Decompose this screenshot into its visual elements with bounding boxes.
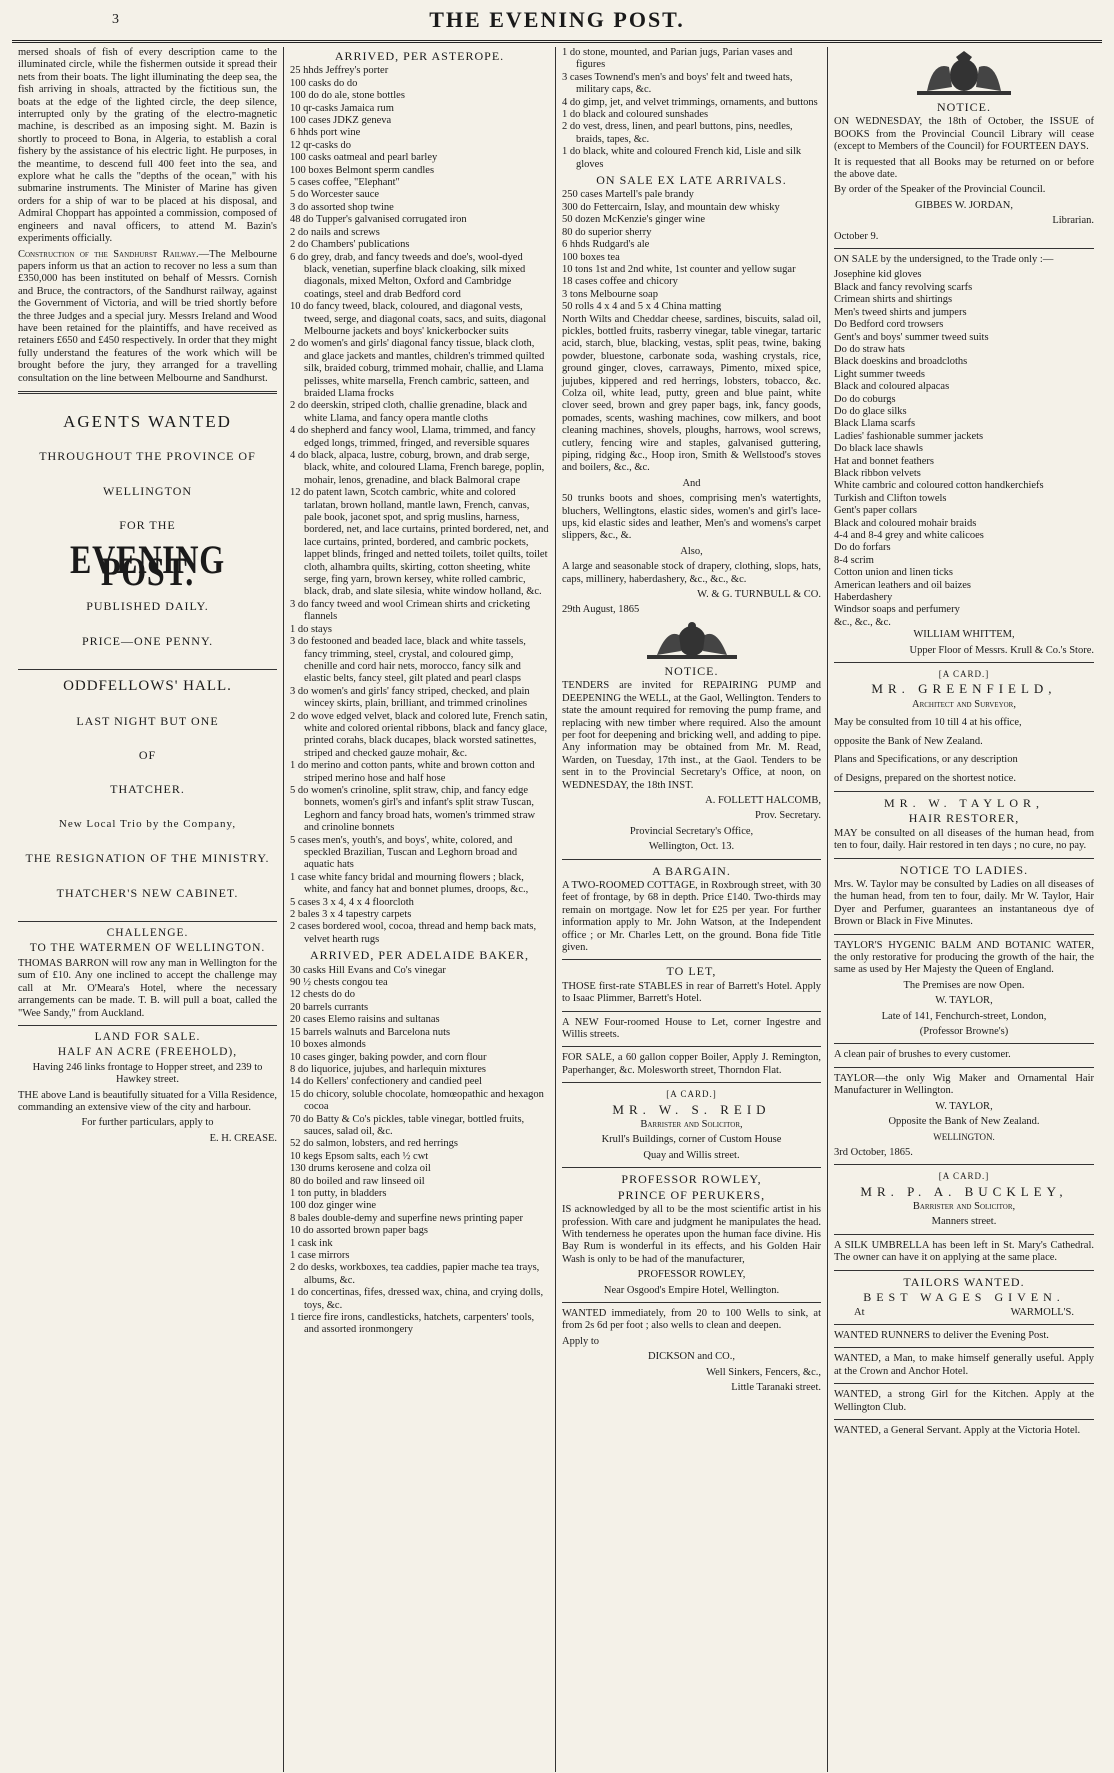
- onsale-list-item: Gent's and boys' summer tweed suits: [834, 331, 989, 343]
- columns: [12, 47, 1102, 1772]
- page-mark: 3: [112, 12, 119, 27]
- sale-list-item: 3 tons Melbourne soap: [562, 288, 658, 300]
- balm-body: TAYLOR'S HYGENIC BALM AND BOTANIC WATER, the only restorative for producing the growth of the hair, the same as used by Her Majesty the Queen of England.: [834, 939, 1094, 976]
- goods-list-item: 12 do patent lawn, Scotch cambric, white and colored tarlatan, brown holland, mantle lawn, French, canvas, pale book, jaconet spot, and sprig muslins, harness, bordered, net, and lace curtains, printed bordered, net, and lace curtains, printed, bordered, and cambric pockets, lappet blinds, fringed and netted toilets, toilet quilts, toilet cloth, alhambra quilts, skirting, cotton sheeting, white serge, fing yarn, brown kersey, white rolled cambric, black, drab, and slate silesia, white window holland, &c.: [290, 487, 549, 598]
- goods-list-item: 5 do women's crinoline, split straw, chip, and fancy edge bonnets, women's girl's and infant's split straw Tuscan, Leghorn and fancy broad hats, women's trimmed straw and crinoline bonnets: [290, 784, 536, 834]
- onsale-list-item: Do black lace shawls: [834, 443, 923, 455]
- column-4: [828, 47, 1100, 1772]
- turnbull-date: 29th August, 1865: [562, 604, 640, 616]
- land-body: THE above Land is beautifully situated for a Villa Residence, commanding an extensive view of the city and harbour.: [18, 1089, 277, 1113]
- divider: [18, 921, 277, 922]
- reid-name: MR. W. S. REID: [612, 1101, 771, 1117]
- onsale-list-item: 8-4 scrim: [834, 554, 874, 566]
- greenfield-profession: Architect and Surveyor,: [912, 698, 1016, 710]
- goods-list-item: 15 barrels walnuts and Barcelona nuts: [290, 1026, 451, 1038]
- tailors-location: [834, 1307, 1094, 1319]
- goods-list-item: 2 do desks, workboxes, tea caddies, papier mache tea trays, albums, &c.: [290, 1262, 540, 1286]
- stock: A large and seasonable stock of drapery, clothing, slops, hats, caps, millinery, haberdashery, &c., &c., &c.: [562, 561, 821, 585]
- goods-list-item: 10 boxes almonds: [290, 1039, 366, 1051]
- asterope-heading: ARRIVED, PER ASTEROPE.: [334, 49, 505, 63]
- tailors-where: WARMOLL'S.: [1010, 1306, 1074, 1318]
- library-body: ON WEDNESDAY, the 18th of October, the ISSUE of BOOKS from the Provincial Council Library will cease (except to Members of the Council) for FOURTEEN DAYS.: [834, 116, 1094, 153]
- rowley-address: Near Osgood's Empire Hotel, Wellington.: [603, 1284, 780, 1296]
- also-text: Also,: [680, 545, 703, 557]
- tenders-body: TENDERS are invited for REPAIRING PUMP and DEEPENING the WELL, at the Gaol, Wellington. Tenders to state the amount required for removing the pump frame, and replacing with new timber where required. Also the amount per foot for deepening and bricking well, and adding to pipe. Any information may be obtained from Mr. M. Read, Warden, on Tuesday, 17th inst., at the Gaol. Tenders to be sent in to the Provincial Secretary's Office, at noon, on WEDNESDAY, the 18th INST.: [562, 680, 821, 791]
- card-label: [A CARD.]: [938, 669, 990, 680]
- asterope-list: [290, 65, 549, 946]
- sale-list-item: 250 cases Martell's pale brandy: [562, 189, 694, 201]
- whittem-address: Upper Floor of Messrs. Krull & Co.'s Store.: [909, 644, 1094, 656]
- library-date: October 9.: [834, 230, 879, 242]
- onsale-list-item: Hat and bonnet feathers: [834, 455, 935, 467]
- goods-list-item: 48 do Tupper's galvanised corrugated iron: [290, 214, 467, 226]
- buckley-address: Manners street.: [931, 1216, 997, 1228]
- goods-list-item: 6 do grey, drab, and fancy tweeds and doe's, wool-dyed black, venetian, superfine black cloaking, silk mixed diagonals, mixed Melton, Oxford and Cambridge coatings, steel and drab Bedford cord: [290, 251, 526, 300]
- goods-list-item: 2 do Chambers' publications: [290, 239, 410, 251]
- divider: [834, 1347, 1094, 1348]
- onsale-list-item: Cotton union and linen ticks: [834, 567, 953, 579]
- divider: [834, 1383, 1094, 1384]
- divider: [18, 1025, 277, 1026]
- onsale-list-item: Haberdashery: [834, 592, 893, 604]
- onsale-list-item: Turkish and Clifton towels: [834, 492, 947, 504]
- taylor-city: WELLINGTON.: [933, 1132, 995, 1143]
- royal-crest-icon: [909, 51, 1019, 97]
- taylor-date: 3rd October, 1865.: [834, 1146, 913, 1158]
- goods-list-item: 1 cask ink: [290, 1237, 333, 1249]
- tenders-date: Wellington, Oct. 13.: [648, 841, 735, 853]
- divider: [834, 791, 1094, 792]
- adelaide-baker-heading: ARRIVED, PER ADELAIDE BAKER,: [310, 948, 529, 963]
- goods-list-item: 4 do shepherd and fancy wool, Llama, trimmed, and fancy edged longs, trimmed, fringed, and reversible squares: [290, 425, 536, 449]
- article-bazin: mersed shoals of fish of every description came to the illuminated circle, while the fishermen outside it spread their nets from their boats. The light illuminating the deep sea, the fish arriving in shoals, attracted by the fictitious sun, the boats at the edge of the lighted circle, the deep silence, interrupted only by the grating of the electro-magnetic machine, is described as an imposing sight. M. Bazin is shortly to proceed to Bona, in Algeria, to establish a coral fishery by the assistance of his electric light. He purposes, in the meantime, to descend full 400 feet into the sea, and explore what he calls the "depths of the ocean," with his submarine instruments. The Minister of Marine has given orders for a ship of war to be placed at his disposal, and Admiral Choppart has appointed a commission, composed of engineers and naval officers, to attend M. Bazin's experiments officially.: [18, 47, 277, 245]
- whittem-signature: WILLIAM WHITTEM,: [913, 629, 1015, 641]
- goods-list-item: 1 do merino and cotton pants, white and brown cotton and striped merino hose and half hose: [290, 760, 535, 784]
- goods-list-item: 6 hhds port wine: [290, 127, 361, 139]
- reid-profession: Barrister and Solicitor,: [640, 1119, 743, 1131]
- article-sandhurst-head: Construction of the Sandhurst Railway.: [18, 248, 199, 260]
- goods-list-item: 20 cases Elemo raisins and sultanas: [290, 1014, 440, 1026]
- card-label-2: [A CARD.]: [938, 1171, 990, 1182]
- onsale-list-item: Josephine kid gloves: [834, 269, 922, 281]
- goods-list-item: 10 cases ginger, baking powder, and corn flour: [290, 1051, 487, 1063]
- brushes-note: A clean pair of brushes to every customer.: [834, 1049, 1011, 1061]
- agents-line-6: PUBLISHED DAILY.: [86, 599, 209, 614]
- land-sub: HALF AN ACRE (FREEHOLD),: [57, 1046, 238, 1059]
- challenge-ad: [18, 927, 277, 1020]
- article-sandhurst: [18, 249, 277, 385]
- rowley-subtitle: PRINCE OF PERUKERS,: [617, 1187, 766, 1202]
- wanted-man: WANTED, a Man, to make himself generally useful. Apply at the Crown and Anchor Hotel.: [834, 1353, 1094, 1377]
- notice-title: NOTICE.: [664, 663, 719, 678]
- new-house-ad: A NEW Four-roomed House to Let, corner Ingestre and Willis streets.: [562, 1016, 821, 1041]
- wanted-wells-signature-2: Well Sinkers, Fencers, &c.,: [706, 1366, 821, 1378]
- goods-list-item: 3 do assorted shop twine: [290, 201, 394, 213]
- divider: [834, 1324, 1094, 1325]
- oddfellows-l5: THE RESIGNATION OF THE MINISTRY.: [25, 851, 270, 866]
- goods-list-item: 5 cases 3 x 4, 4 x 4 floorcloth: [290, 896, 414, 908]
- ladies-body: Mrs. W. Taylor may be consulted by Ladies on all diseases of the human head, from ten to four, daily. Mr W. Taylor, Hair Dyer and Perfumer, guarantees an instantaneous dye of Brown or Black in Five Minutes.: [834, 878, 1094, 928]
- land-frontage: Having 246 links frontage to Hopper street, and 239 to Hawkey street.: [32, 1061, 263, 1086]
- onsale-list-item: Black doeskins and broadcloths: [834, 356, 968, 368]
- challenge-title: CHALLENGE.: [106, 927, 189, 940]
- divider: [562, 859, 821, 860]
- agents-title: AGENTS WANTED: [63, 411, 232, 431]
- umbrella-notice: A SILK UMBRELLA has been left in St. Mary's Cathedral. The owner can have it on applying at the same place.: [834, 1239, 1094, 1264]
- buckley-name: MR. P. A. BUCKLEY,: [860, 1183, 1068, 1199]
- goods-list-item: 2 do wove edged velvet, black and colored lute, French satin, white and colored oriental ribbons, black and fancy glace, printed corahs, black ducapes, black worsted satinettes, striped and checked gauze mohair, &c.: [290, 710, 548, 759]
- article-sandhurst-body: —The Melbourne papers inform us that an action to recover no less a sum than £350,000 has been instituted on behalf of Messrs. Cornish and Bruce, the contractors, of the Sandhurst railway, against the Government of Victoria, and will be tried shortly before the three Judges and a special jury. Messrs Ireland and Wood have been retained for the plaintiffs, and have received as retainers £650 and £450 respectively. In order that they might fully understand the features of the work which will be brought before the jury, they arranged for a travelling consultation on the line between Melbourne and Sandhurst.: [18, 248, 277, 384]
- tenders-office: Provincial Secretary's Office,: [629, 825, 754, 837]
- onsale-list-item: Ladies' fashionable summer jackets: [834, 430, 984, 442]
- onsale-list-item: Black and coloured alpacas: [834, 381, 950, 393]
- goods-list-item: 5 cases coffee, "Elephant": [290, 177, 400, 189]
- goods-list-item: 4 do gimp, jet, and velvet trimmings, ornaments, and buttons: [562, 96, 818, 108]
- agents-line-3: WELLINGTON: [102, 483, 193, 498]
- challenge-body: THOMAS BARRON will row any man in Wellington for the sum of £10. Any one inclined to accept the challenge may call at Mr. O'Meara's Hotel, where the necessary arrangements can be made. T. B. will pull a boat, called the "Wee Sandy," from Auckland.: [18, 957, 277, 1019]
- north-wilts: North Wilts and Cheddar cheese, sardines, biscuits, salad oil, pickles, bottled fruits, rasberry vinegar, table vinegar, tartaric acid, starch, blue, blacking, vestas, split peas, twine, baking powder, bluestone, carbonate soda, washing crystals, rice, ground ginger, cloves, carraways, Pimento, mixed spice, jujubes, kippered and red herrings, lobsters, tobacco, &c. Colza oil, white lead, putty, green and blue paint, white clover seed, brown and grey paper bags, ink, fancy goods, pomades, scents, washing machines, cow milkers, and boot cleaning machines, shovels, ploughs, harrows, wool screws, cutlery, fencing wire and staples, galvanised guttering, piping, ridging &c., Hoop iron, Smith & Wellstood's stoves and boilers, &c., &c.: [562, 313, 821, 474]
- library-signature-title: Librarian.: [1052, 215, 1094, 227]
- goods-list-item: 1 do black, white and coloured French kid, Lisle and silk gloves: [562, 146, 802, 170]
- taylor-title: MR. W. TAYLOR,: [883, 795, 1045, 810]
- divider: [834, 1164, 1094, 1165]
- library-signature: GIBBES W. JORDAN,: [914, 199, 1014, 211]
- onsale-list-item: 4-4 and 8-4 grey and white calicoes: [834, 530, 984, 541]
- divider: [562, 1046, 821, 1047]
- goods-list-item: 25 hhds Jeffrey's porter: [290, 65, 389, 77]
- divider: [834, 248, 1094, 249]
- card-label: [A CARD.]: [666, 1089, 717, 1100]
- tenders-signature: A. FOLLETT HALCOMB,: [705, 794, 821, 806]
- column-3: [556, 47, 828, 1772]
- onsale-list-item: Crimean shirts and shirtings: [834, 294, 953, 306]
- goods-list-item: 3 do festooned and beaded lace, black and white tassels, fancy trimming, steel, crystal, and coloured gimp, chenille and cord hair nets, morocco, fancy silk and elastic belts, fancy steel, gilt plated and pearl clasps: [290, 636, 526, 685]
- oddfellows-l6: THATCHER'S NEW CABINET.: [56, 885, 239, 900]
- onsale-list-item: Black and coloured mohair braids: [834, 517, 977, 529]
- challenge-sub: TO THE WATERMEN OF WELLINGTON.: [29, 942, 266, 955]
- goods-list-item: 1 ton putty, in bladders: [290, 1187, 387, 1199]
- rowley-title: PROFESSOR ROWLEY,: [621, 1172, 762, 1187]
- goods-list-item: 30 casks Hill Evans and Co's vinegar: [290, 964, 446, 976]
- divider: [562, 1011, 821, 1012]
- library-order: By order of the Speaker of the Provincial Council.: [834, 184, 1046, 196]
- goods-list-item: 80 do boiled and raw linseed oil: [290, 1175, 425, 1187]
- sale-list-item: 10 tons 1st and 2nd white, 1st counter and yellow sugar: [562, 263, 796, 275]
- goods-list-item: 2 do vest, dress, linen, and pearl buttons, pins, needles, braids, tapes, &c.: [562, 121, 793, 145]
- goods-list-item: 100 cases JDKZ geneva: [290, 115, 392, 127]
- agents-paper-name: EVENING POST.: [70, 536, 225, 594]
- goods-list-item: 3 do women's and girls' fancy striped, checked, and plain wincey skirts, plain, brilliant, and trimmed crinolines: [290, 685, 530, 710]
- onsale-list-item: Black Llama scarfs: [834, 418, 916, 430]
- goods-list-item: 1 do concertinas, fifes, dressed wax, china, and crying dolls, toys, &c.: [290, 1287, 544, 1311]
- column-1: [12, 47, 284, 1772]
- goods-list-item: 130 drums kerosene and colza oil: [290, 1163, 431, 1175]
- divider: [18, 391, 277, 394]
- goods-list-item: 1 case white fancy bridal and mourning flowers ; black, white, and fancy hat and bonnet plumes, droops, &c.,: [290, 871, 529, 896]
- onsale-list-item: Black and fancy revolving scarfs: [834, 281, 973, 293]
- reid-address-2: Quay and Willis street.: [643, 1149, 740, 1161]
- reid-address: Krull's Buildings, corner of Custom House: [601, 1134, 782, 1146]
- onsale-list-item: Windsor soaps and perfumery: [834, 604, 960, 616]
- sale-list-item: 18 cases coffee and chicory: [562, 276, 678, 288]
- onsale-list: [834, 269, 1094, 629]
- adelaide-baker-list: [290, 965, 549, 1337]
- divider: [562, 1167, 821, 1168]
- coat-of-arms-icon: [637, 621, 747, 661]
- bargain-body: A TWO-ROOMED COTTAGE, in Roxbrough street, with 30 feet of frontage, by 68 in depth. Price £140. Two-thirds may remain on mortgage. Now let for £25 per year. For further information apply to Mr. John Watson, at the Independent office ; or Mr. Charles Lett, on the ground. Bona fide Title given.: [562, 879, 821, 953]
- goods-list-item: 3 cases Townend's men's and boys' felt and tweed hats, military caps, &c.: [562, 71, 793, 96]
- oddfellows-l1: LAST NIGHT BUT ONE: [76, 713, 219, 728]
- library-request: It is requested that all Books may be returned on or before the above date.: [834, 156, 1094, 181]
- rowley-signature: PROFESSOR ROWLEY,: [637, 1269, 746, 1281]
- tolet-title: TO LET,: [666, 964, 717, 979]
- goods-list-item: 1 case mirrors: [290, 1250, 350, 1261]
- oddfellows-l2: OF: [138, 748, 157, 763]
- premises-open: The Premises are now Open.: [903, 979, 1025, 991]
- greenfield-line-4: of Designs, prepared on the shortest notice.: [834, 772, 1016, 784]
- divider: [834, 858, 1094, 859]
- taylor-late-of: Late of 141, Fenchurch-street, London,: [881, 1010, 1047, 1022]
- oddfellows-l3: THATCHER.: [110, 782, 185, 797]
- onsale-list-item: &c., &c., &c.: [834, 616, 891, 628]
- onsale-intro: ON SALE by the undersigned, to the Trade only :—: [834, 254, 1054, 266]
- library-notice-title: NOTICE.: [937, 100, 991, 114]
- goods-list-item: 4 do black, alpaca, lustre, coburg, brown, and drab serge, black, white, and coloured Llama, French barege, poplin, mohair, lenos, grenadine, and black Balmoral crape: [290, 450, 545, 486]
- goods-list-item: 90 ½ chests congou tea: [290, 977, 388, 989]
- greenfield-line-3: Plans and Specifications, or any description: [834, 754, 1018, 766]
- agents-line-4: FOR THE: [119, 518, 176, 533]
- rowley-body: IS acknowledged by all to be the most scientific artist in his profession. With care and judgment he manipulates the head. With tenderness he operates upon the human face divine. His Bay Rum is wonderful in its effects, and his Golden Hair Wash is only to be had of the manufacturer,: [562, 1204, 821, 1265]
- goods-list-item: 5 do Worcester sauce: [290, 189, 380, 201]
- greenfield-line-2: opposite the Bank of New Zealand.: [834, 735, 983, 747]
- goods-list-item: 14 do Kellers' confectionery and candied peel: [290, 1076, 482, 1088]
- goods-list-item: 100 doz ginger wine: [290, 1200, 377, 1212]
- goods-list-item: 8 do liquorice, jujubes, and harlequin mixtures: [290, 1063, 486, 1075]
- goods-list-item: 10 kegs Epsom salts, each ½ cwt: [290, 1150, 429, 1162]
- sale-list-item: 50 rolls 4 x 4 and 5 x 4 China matting: [562, 301, 722, 313]
- onsale-list-item: Do Bedford cord trowsers: [834, 319, 944, 331]
- divider: [834, 662, 1094, 663]
- wanted-wells-apply: Apply to: [562, 1335, 600, 1347]
- tolet-body: THOSE first-rate STABLES in rear of Barrett's Hotel. Apply to Isaac Plimmer, Barrett's Hotel.: [562, 980, 821, 1005]
- goods-list-item: 15 do chicory, soluble chocolate, homœopathic and hexagon cocoa: [290, 1088, 544, 1113]
- onsale-list-item: Black ribbon velvets: [834, 467, 921, 479]
- wanted-wells-body: WANTED immediately, from 20 to 100 Wells to sink, at from 2s 6d per foot ; also wells to clean and deepen.: [562, 1307, 821, 1332]
- goods-list-item: 12 chests do do: [290, 989, 356, 1001]
- oddfellows-ad: [18, 680, 277, 899]
- onsale-list-item: Men's tweed shirts and jumpers: [834, 306, 967, 318]
- buckley-profession: Barrister and Solicitor,: [912, 1201, 1016, 1213]
- onsale-list-item: Do do straw hats: [834, 343, 905, 355]
- goods-list-item: 70 do Batty & Co's pickles, table vinegar, bottled fruits, sauces, salad oil, &c.: [290, 1113, 525, 1137]
- divider: [834, 1270, 1094, 1271]
- goods-list-item: 3 do fancy tweed and wool Crimean shirts and cricketing flannels: [290, 598, 530, 623]
- goods-list-item: 100 casks oatmeal and pearl barley: [290, 152, 438, 164]
- sale-list-item: 6 hhds Rudgard's ale: [562, 239, 650, 251]
- goods-list-item: 8 bales double-demy and superfine news printing paper: [290, 1212, 523, 1224]
- onsale-list-item: Do do coburgs: [834, 393, 896, 405]
- goods-list-item: 2 do deerskin, striped cloth, challie grenadine, black and white Llama, and fancy opera mantle cloths: [290, 400, 528, 424]
- divider: [834, 934, 1094, 935]
- taylor-signature-2: W. TAYLOR,: [935, 1100, 993, 1112]
- goods-list-item: 1 do stone, mounted, and Parian jugs, Parian vases and figures: [562, 47, 793, 71]
- wigmaker-body: TAYLOR—the only Wig Maker and Ornamental Hair Manufacturer in Wellington.: [834, 1072, 1094, 1097]
- turnbull-signature: W. & G. TURNBULL & CO.: [697, 589, 821, 601]
- goods-list-item: 10 qr-casks Jamaica rum: [290, 102, 394, 114]
- goods-list-item: 12 qr-casks do: [290, 139, 352, 151]
- ladies-title: NOTICE TO LADIES.: [899, 862, 1029, 877]
- onsale-list-item: Light summer tweeds: [834, 368, 925, 380]
- tailors-title: TAILORS WANTED.: [903, 1274, 1025, 1289]
- divider: [834, 1067, 1094, 1068]
- divider: [834, 1043, 1094, 1044]
- goods-list-item: 100 do do ale, stone bottles: [290, 90, 405, 102]
- tailors-wages: BEST WAGES GIVEN.: [863, 1290, 1065, 1305]
- goods-list-item: 100 boxes Belmont sperm candles: [290, 164, 435, 176]
- taylor-subtitle: HAIR RESTORER,: [908, 811, 1020, 826]
- wanted-servant: WANTED, a General Servant. Apply at the Victoria Hotel.: [834, 1424, 1081, 1436]
- newspaper-title: THE EVENING POST.: [429, 7, 685, 32]
- land-apply: For further particulars, apply to: [81, 1117, 214, 1129]
- agents-price: PRICE—ONE PENNY.: [81, 633, 214, 648]
- taylor-opposite: Opposite the Bank of New Zealand.: [888, 1116, 1040, 1128]
- goods-list-item: 2 cases bordered wool, cocoa, thread and hemp back mats, velvet hearth rugs: [290, 921, 537, 945]
- sale-list: [562, 189, 821, 313]
- sale-list-item: 100 boxes tea: [562, 251, 620, 263]
- goods-list-item: 52 do salmon, lobsters, and red herrings: [290, 1138, 458, 1150]
- sale-list-item: 50 dozen McKenzie's ginger wine: [562, 214, 706, 226]
- tailors-at: At: [854, 1306, 865, 1318]
- goods-list-item: 1 do black and coloured sunshades: [562, 109, 709, 121]
- goods-list-item: 1 tierce fire irons, candlesticks, hatchets, carpenters' tools, and assorted ironmongery: [290, 1312, 535, 1336]
- wanted-girl: WANTED, a strong Girl for the Kitchen. Apply at the Wellington Club.: [834, 1389, 1094, 1413]
- onsale-list-item: White cambric and coloured cotton handkerchiefs: [834, 480, 1044, 492]
- taylor-browne: (Professor Browne's): [919, 1026, 1009, 1037]
- goods-list-item: 2 bales 3 x 4 tapestry carpets: [290, 909, 412, 921]
- trunks: 50 trunks boots and shoes, comprising men's watertights, bluchers, Wellingtons, elastic sides, women's and girl's lace-ups, kid elastic sides and leather, Men's and womens's carpet slippers, &c., &.: [562, 493, 821, 542]
- tenders-signature-title: Prov. Secretary.: [755, 810, 821, 822]
- land-title: LAND FOR SALE.: [94, 1030, 201, 1043]
- sale-heading: ON SALE EX LATE ARRIVALS.: [596, 173, 787, 188]
- wanted-wells-signature: DICKSON and CO.,: [648, 1351, 735, 1363]
- goods-list-item: 5 cases men's, youth's, and boys', white, colored, and speckled Brazilian, Tuscan and Leghorn broad and aquatic hats: [290, 834, 518, 871]
- and-text: And: [682, 477, 701, 489]
- goods-list-item: 100 casks do do: [290, 77, 358, 89]
- greenfield-name: MR. GREENFIELD,: [871, 681, 1057, 697]
- agents-line-2: THROUGHOUT THE PROVINCE OF: [39, 449, 256, 464]
- onsale-list-item: Gent's paper collars: [834, 505, 917, 517]
- divider: [562, 1302, 821, 1303]
- onsale-list-item: American leathers and oil baizes: [834, 579, 972, 591]
- wanted-runners: WANTED RUNNERS to deliver the Evening Post.: [834, 1329, 1049, 1341]
- goods-list-item: 1 do stays: [290, 623, 332, 635]
- agents-wanted-ad: [18, 411, 277, 648]
- oddfellows-l4: New Local Trio by the Company,: [58, 817, 237, 830]
- taylor-signature: W. TAYLOR,: [935, 995, 993, 1007]
- sale-list-item: 300 do Fettercairn, Islay, and mountain dew whisky: [562, 201, 780, 213]
- goods-list-item: 2 do women's and girls' diagonal fancy tissue, black cloth, and glace jackets and mantles, children's trimmed quilted silk, braided coburg, trimmed mohair, challie, and Llama pelisses, white marsella, French cambric, satteen, and braided Llama frocks: [290, 338, 545, 399]
- masthead: [12, 0, 1102, 43]
- goods-list-item: 2 do nails and screws: [290, 226, 380, 238]
- divider: [834, 1234, 1094, 1235]
- onsale-list-item: Do do glace silks: [834, 405, 907, 417]
- wanted-wells-signature-3: Little Taranaki street.: [731, 1381, 821, 1393]
- goods-list-continued: [562, 47, 821, 171]
- greenfield-line-1: May be consulted from 10 till 4 at his office,: [834, 717, 1022, 729]
- sale-list-item: 80 do superior sherry: [562, 226, 652, 238]
- divider: [834, 1419, 1094, 1420]
- onsale-list-item: Do do forfars: [834, 542, 891, 554]
- land-ad: [18, 1031, 277, 1145]
- divider: [562, 959, 821, 960]
- oddfellows-title: ODDFELLOWS' HALL.: [63, 678, 232, 695]
- column-2: [284, 47, 556, 1772]
- goods-list-item: 10 do fancy tweed, black, coloured, and diagonal vests, tweed, serge, and diagonal coats, sacs, and suits, diagonal Melbourne jackets and boys' knickerbocker suits: [290, 301, 547, 337]
- divider: [18, 669, 277, 670]
- land-signature: E. H. CREASE.: [209, 1132, 277, 1144]
- goods-list-item: 20 barrels currants: [290, 1001, 369, 1013]
- boiler-ad: FOR SALE, a 60 gallon copper Boiler, Apply J. Remington, Paperhanger, &c. Molesworth street, Thorndon Flat.: [562, 1052, 821, 1076]
- goods-list-item: 10 do assorted brown paper bags: [290, 1225, 428, 1237]
- taylor-body: MAY be consulted on all diseases of the human head, from ten to four, daily. Hair restored in ten days ; no cure, no pay.: [834, 827, 1094, 852]
- bargain-title: A BARGAIN.: [652, 863, 731, 878]
- divider: [562, 1082, 821, 1083]
